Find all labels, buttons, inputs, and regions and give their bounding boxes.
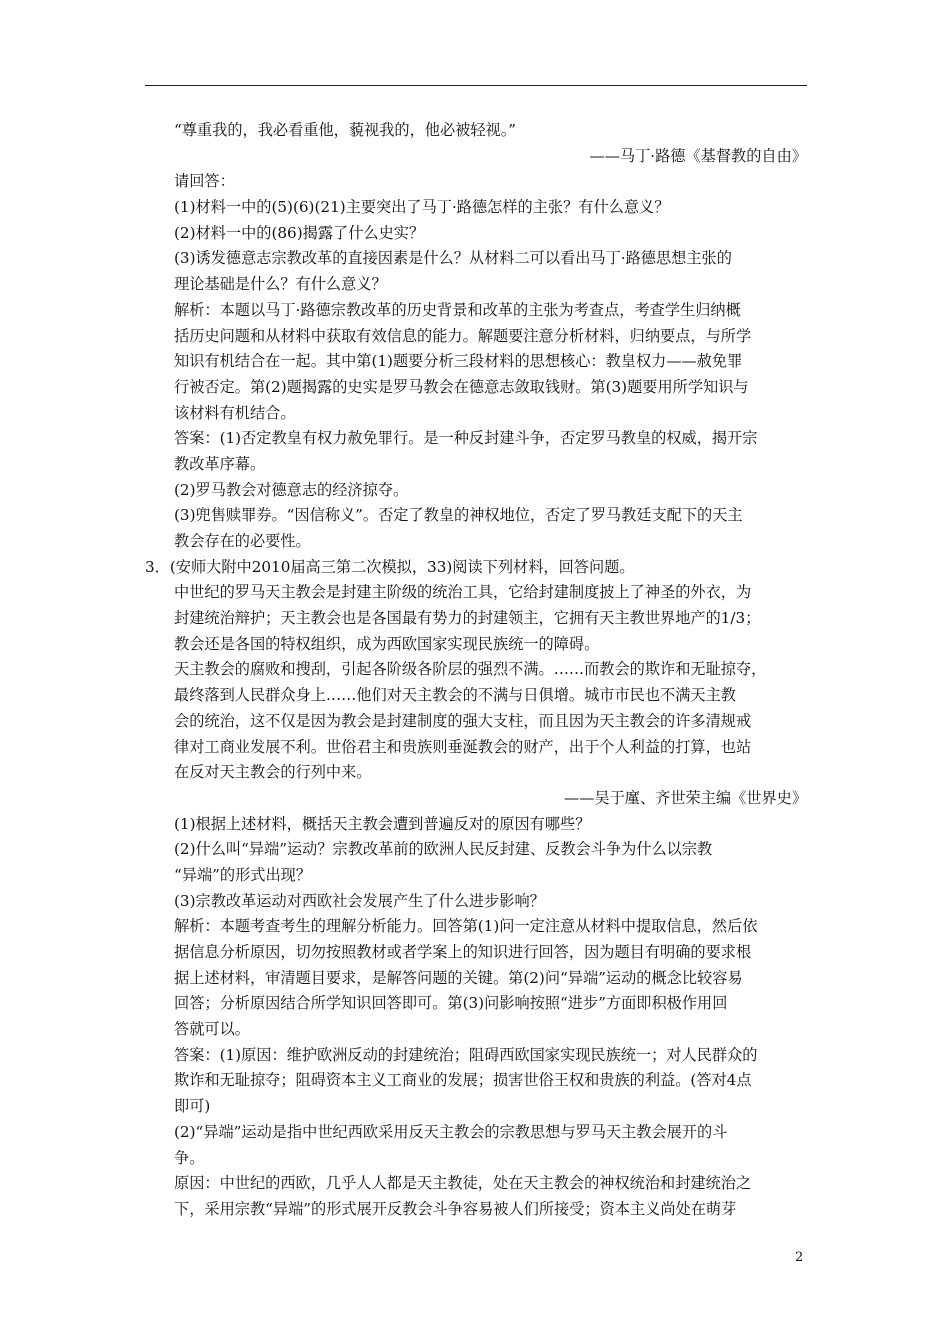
- material-attribution: ——吴于廑、齐世荣主编《世界史》: [564, 788, 807, 807]
- answer-line: 教会存在的必要性。: [174, 532, 311, 550]
- question-line: (3)诱发德意志宗教改革的直接因素是什么？从材料二可以看出马丁·路德思想主张的: [174, 249, 732, 268]
- question-line: (1)根据上述材料，概括天主教会遭到普遍反对的原因有哪些？: [174, 814, 591, 833]
- answer-line: 答案：(1)否定教皇有权力赦免罪行。是一种反封建斗争，否定罗马教皇的权威，揭开宗: [174, 429, 758, 448]
- question-line: (2)材料一中的(86)揭露了什么史实？: [174, 223, 425, 242]
- material-line: 教会还是各国的特权组织，成为西欧国家实现民族统一的障碍。: [174, 634, 600, 653]
- material-line: 天主教会的腐败和搜刮，引起各阶级各阶层的强烈不满。……而教会的欺诈和无耻掠夺，: [174, 660, 767, 679]
- analysis-line: 该材料有机结合。: [174, 403, 296, 422]
- answer-line: (2)罗马教会对德意志的经济掠夺。: [174, 480, 409, 499]
- answer-line: 原因：中世纪的西欧，几乎人人都是天主教徒，处在天主教会的神权统治和封建统治之: [174, 1174, 752, 1193]
- answer-line: (3)兜售赎罪券。“因信称义”。否定了教皇的神权地位，否定了罗马教廷支配下的天主: [174, 506, 743, 525]
- analysis-line: 解析：本题以马丁·路德宗教改革的历史背景和改革的主张为考查点，考查学生归纳概: [174, 300, 741, 319]
- answer-line: 答案：(1)原因：维护欧洲反动的封建统治；阻碍西欧国家实现民族统一；对人民群众的: [174, 1045, 758, 1064]
- question-line: 理论基础是什么？有什么意义？: [174, 275, 387, 294]
- material-line: 律对工商业发展不利。世俗君主和贵族则垂涎教会的财产，出于个人利益的打算，也站: [174, 737, 752, 756]
- quote-line: “尊重我的，我必看重他，藐视我的，他必被轻视。”: [174, 121, 517, 139]
- analysis-line: 括历史问题和从材料中获取有效信息的能力。解题要注意分析材料，归纳要点，与所学: [174, 326, 752, 345]
- answer-line: 教改革序幕。: [174, 454, 266, 473]
- analysis-line: 据上述材料，审清题目要求，是解答问题的关键。第(2)问“异端”运动的概念比较容易: [174, 968, 743, 987]
- answer-line: 争。: [174, 1148, 205, 1167]
- question-line: (2)什么叫“异端”运动？宗教改革前的欧洲人民反封建、反教会斗争为什么以宗教: [174, 840, 713, 859]
- question-3-heading: 3．(安师大附中2010届高三第二次模拟，33)阅读下列材料，回答问题。: [145, 557, 635, 576]
- question-line: (3)宗教改革运动对西欧社会发展产生了什么进步影响？: [174, 891, 545, 910]
- answer-line: 欺诈和无耻掠夺；阻碍资本主义工商业的发展；损害世俗王权和贵族的利益。(答对4点: [174, 1071, 752, 1090]
- header-rule: [145, 85, 807, 86]
- analysis-line: 行被否定。第(2)题揭露的史实是罗马教会在德意志敛取钱财。第(3)题要用所学知识与: [174, 377, 749, 396]
- analysis-line: 解析：本题考查考生的理解分析能力。回答第(1)问一定注意从材料中提取信息，然后依: [174, 917, 758, 936]
- page-number: 2: [795, 1250, 804, 1265]
- text-line: 请回答：: [174, 172, 235, 191]
- material-line: 会的统治，这不仅是因为教会是封建制度的强大支柱，而且因为天主教会的许多清规戒: [174, 711, 752, 730]
- answer-line: 下，采用宗教“异端”的形式展开反教会斗争容易被人们所接受；资本主义尚处在萌芽: [174, 1199, 737, 1218]
- answer-line: (2)“异端”运动是指中世纪西欧采用反天主教会的宗教思想与罗马天主教会展开的斗: [174, 1122, 728, 1141]
- material-line: 封建统治辩护；天主教会也是各国最有势力的封建领主，它拥有天主教世界地产的1/3；: [174, 609, 761, 628]
- quote-attribution: ——马丁·路德《基督教的自由》: [589, 146, 807, 165]
- question-line: “异端”的形式出现？: [174, 865, 312, 884]
- question-line: (1)材料一中的(5)(6)(21)主要突出了马丁·路德怎样的主张？有什么意义？: [174, 198, 670, 217]
- analysis-line: 知识有机结合在一起。其中第(1)题要分析三段材料的思想核心：教皇权力——赦免罪: [174, 352, 743, 371]
- document-body: [145, 118, 807, 1223]
- analysis-line: 据信息分析原因，切勿按照教材或者学案上的知识进行回答，因为题目有明确的要求根: [174, 943, 752, 961]
- material-line: 最终落到人民群众身上……他们对天主教会的不满与日俱增。城市市民也不满天主教: [174, 686, 736, 705]
- material-line: 在反对天主教会的行列中来。: [174, 763, 372, 782]
- material-line: 中世纪的罗马天主教会是封建主阶级的统治工具，它给封建制度披上了神圣的外衣，为: [174, 583, 752, 602]
- answer-line: 即可): [174, 1097, 211, 1116]
- analysis-line: 答就可以。: [174, 1020, 250, 1039]
- analysis-line: 回答；分析原因结合所学知识回答即可。第(3)问影响按照“进步”方面即积极作用回: [174, 994, 728, 1013]
